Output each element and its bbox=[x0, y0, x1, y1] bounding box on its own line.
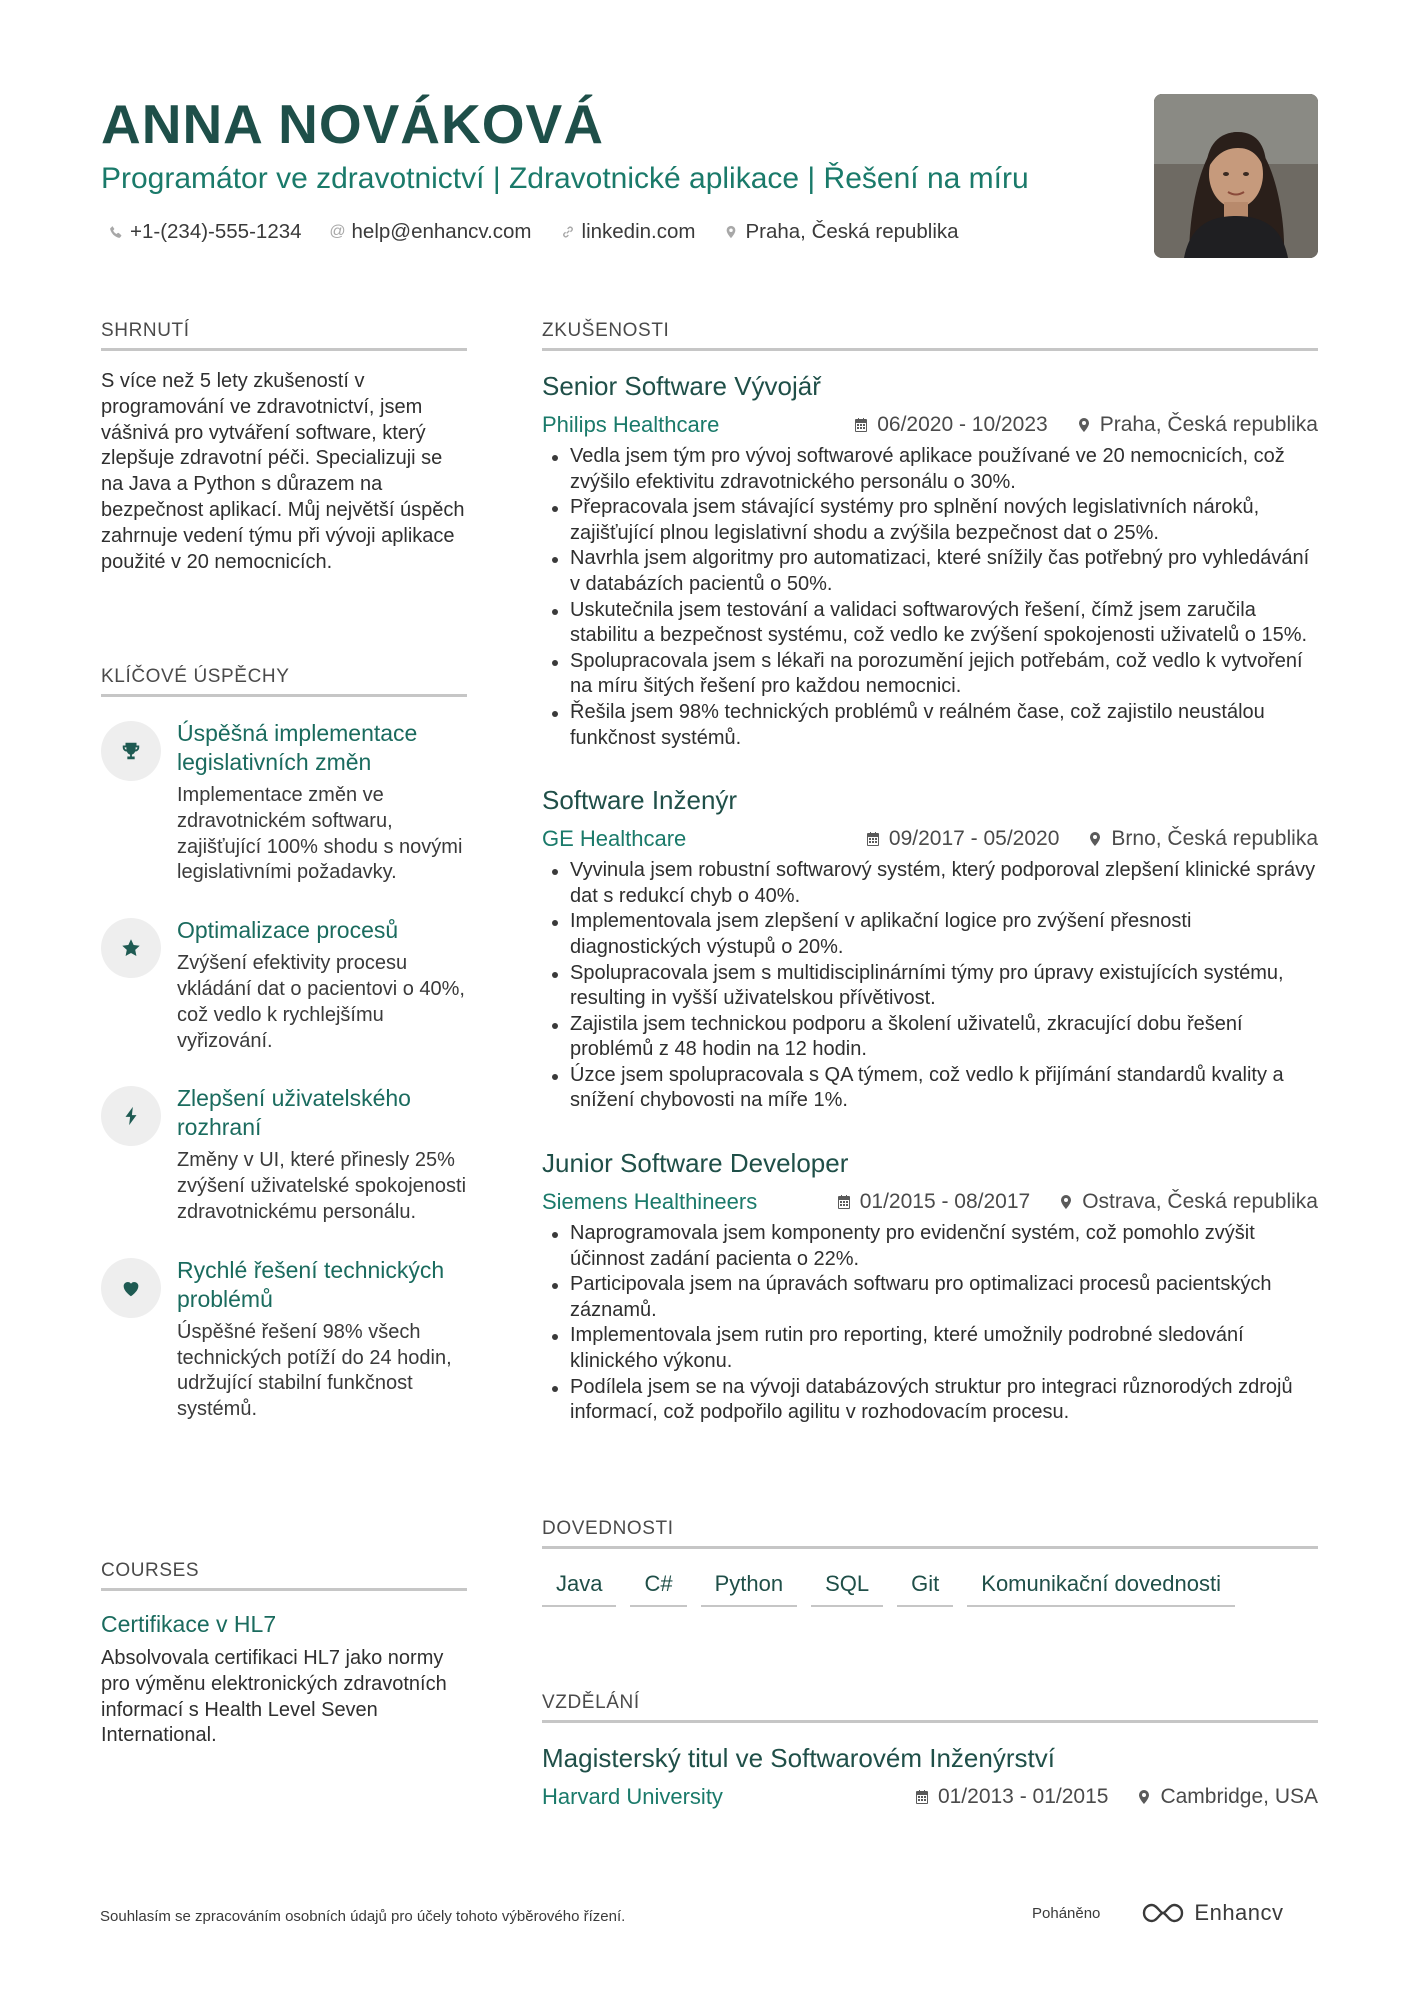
achievement-desc: Změny v UI, které přinesly 25% zvýšení uživatelské spokojenosti zdravotnickému personálu. bbox=[177, 1149, 467, 1223]
star-icon bbox=[101, 918, 161, 978]
bullet-item: Participovala jsem na úpravách softwaru pro optimalizaci procesů pacientských záznamů. bbox=[542, 1272, 1318, 1323]
skill-tag: Python bbox=[701, 1571, 798, 1607]
calendar-icon bbox=[914, 1789, 930, 1805]
achievement-desc: Úspěšné řešení 98% všech technických potíží do 24 hodin, udržující stabilní funkčnost systémů. bbox=[177, 1320, 452, 1421]
job-meta bbox=[542, 826, 1318, 852]
job-entry bbox=[542, 1148, 1318, 1426]
job-title: Senior Software Vývojář bbox=[542, 371, 821, 401]
link-icon bbox=[560, 225, 576, 239]
bullet-item: Implementovala jsem rutin pro reporting, které umožnily podrobné sledování klinického výkonu. bbox=[542, 1323, 1318, 1374]
achievement-title: Zlepšení uživatelského rozhraní bbox=[177, 1085, 411, 1141]
job-dates bbox=[853, 413, 1047, 437]
map-pin-icon bbox=[1087, 831, 1103, 847]
job-location bbox=[1058, 1190, 1318, 1214]
contact-linkedin[interactable] bbox=[560, 220, 696, 244]
bullet-item: Řešila jsem 98% technických problémů v reálném čase, což zajistilo neustálou funkčnost systémů. bbox=[542, 700, 1318, 751]
linkedin-text: linkedin.com bbox=[581, 220, 696, 243]
job-location-text: Praha, Česká republika bbox=[1099, 413, 1318, 436]
experience-section bbox=[542, 320, 1318, 1426]
contact-email[interactable] bbox=[330, 220, 532, 244]
achievements-title: KLÍČOVÉ ÚSPĚCHY bbox=[101, 666, 467, 697]
phone-icon bbox=[108, 225, 124, 239]
education-dates-text: 01/2013 - 01/2015 bbox=[937, 1785, 1109, 1808]
at-icon: @ bbox=[329, 223, 346, 240]
map-pin-icon bbox=[1136, 1789, 1152, 1805]
contact-phone[interactable] bbox=[108, 220, 302, 244]
candidate-headline: Programátor ve zdravotnictví | Zdravotnické aplikace | Řešení na míru bbox=[101, 162, 1029, 195]
bullet-item: Úzce jsem spolupracovala s QA týmem, což vedlo k přijímání standardů kvality a snížení chybovosti na míře 1%. bbox=[542, 1063, 1318, 1114]
skill-tag: C# bbox=[630, 1571, 686, 1607]
job-title: Junior Software Developer bbox=[542, 1148, 849, 1179]
company-name: GE Healthcare bbox=[542, 826, 687, 852]
bullet-item: Spolupracovala jsem s multidisciplinárními týmy pro úpravy existujících systému, resulting in vyšší uživatelskou přívětivost. bbox=[542, 961, 1318, 1012]
job-dates bbox=[836, 1190, 1030, 1214]
brand-name: Enhancv bbox=[1194, 1900, 1284, 1925]
experience-title: ZKUŠENOSTI bbox=[542, 320, 1318, 351]
education-location bbox=[1136, 1785, 1318, 1809]
job-title: Software Inženýr bbox=[542, 785, 738, 816]
job-location bbox=[1087, 827, 1318, 851]
contact-location bbox=[723, 220, 958, 244]
education-title: VZDĚLÁNÍ bbox=[542, 1692, 1318, 1723]
achievement-item bbox=[101, 1256, 467, 1423]
achievement-desc: Zvýšení efektivity procesu vkládání dat o pacientovi o 40%, což vedlo k rychlejšímu vyřizování. bbox=[177, 952, 465, 1052]
consent-text: Souhlasím se zpracováním osobních údajů pro účely tohoto výběrového řízení. bbox=[100, 1908, 626, 1925]
summary-section bbox=[101, 320, 467, 575]
job-bullets bbox=[542, 858, 1318, 1114]
job-location bbox=[1076, 413, 1318, 437]
map-pin-icon bbox=[1058, 1194, 1074, 1210]
profile-photo bbox=[1154, 94, 1318, 258]
course-title: Certifikace v HL7 bbox=[101, 1611, 277, 1637]
achievement-title: Rychlé řešení technických problémů bbox=[177, 1256, 445, 1312]
job-entry bbox=[542, 785, 1318, 1114]
company-name: Siemens Healthineers bbox=[542, 1189, 758, 1215]
bullet-item: Uskutečnila jsem testování a validaci softwarových řešení, čímž jsem zaručila stabilitu a bezpečnost systému, což vedlo ke zvýšení spokojenosti uživatelů o 15%. bbox=[542, 598, 1318, 649]
bullet-item: Naprogramovala jsem komponenty pro evidenční systém, což pomohlo zvýšit účinnost zadání pacienta o 22%. bbox=[542, 1221, 1318, 1272]
education-section bbox=[542, 1692, 1318, 1810]
achievement-item bbox=[101, 916, 467, 1054]
bullet-item: Přepracovala jsem stávající systémy pro splnění nových legislativních nároků, zajišťující plnou legislativní shodu a zvýšila bezpečnost dat o 25%. bbox=[542, 495, 1318, 546]
bullet-item: Implementovala jsem zlepšení v aplikační logice pro zvýšení přesnosti diagnostických výstupů o 20%. bbox=[542, 909, 1318, 960]
heart-icon bbox=[101, 1258, 161, 1318]
enhancv-logo[interactable] bbox=[1140, 1900, 1283, 1926]
school-name: Harvard University bbox=[542, 1784, 723, 1809]
enhancv-logo-icon bbox=[1140, 1901, 1186, 1925]
bullet-item: Podílela jsem se na vývoji databázových struktur pro integraci různorodých zdrojů informací, což podpořilo agilitu v rozhodovacím procesu. bbox=[542, 1375, 1318, 1426]
courses-section bbox=[101, 1560, 467, 1749]
lightning-icon bbox=[101, 1086, 161, 1146]
skill-tag: Git bbox=[897, 1571, 953, 1607]
summary-title: SHRNUTÍ bbox=[101, 320, 467, 351]
skills-list bbox=[542, 1571, 1318, 1607]
trophy-icon bbox=[101, 721, 161, 781]
job-meta bbox=[542, 412, 1318, 438]
bullet-item: Vedla jsem tým pro vývoj softwarové aplikace používané ve 20 nemocnicích, což zvýšilo efektivitu zdravotnického personálu o 30%. bbox=[542, 444, 1318, 495]
map-pin-icon bbox=[1076, 417, 1092, 433]
degree-title: Magisterský titul ve Softwarovém Inženýrství bbox=[542, 1743, 1055, 1773]
bullet-item: Zajistila jsem technickou podporu a školení uživatelů, zkracující dobu řešení problémů z 48 hodin na 12 hodin. bbox=[542, 1012, 1318, 1063]
education-meta bbox=[542, 1784, 1318, 1810]
job-dates-text: 09/2017 - 05/2020 bbox=[888, 827, 1060, 851]
calendar-icon bbox=[853, 417, 869, 433]
achievement-item bbox=[101, 1084, 467, 1225]
phone-text: +1-(234)-555-1234 bbox=[130, 220, 302, 243]
courses-title: COURSES bbox=[101, 1560, 467, 1591]
bullet-item: Spolupracovala jsem s lékaři na porozumění jejich potřebám, což vedlo k vytvoření na míru šitých řešení pro každou nemocnici. bbox=[542, 649, 1318, 700]
job-dates-text: 06/2020 - 10/2023 bbox=[877, 413, 1048, 436]
achievement-title: Úspěšná implementace legislativních změn bbox=[177, 720, 418, 775]
skill-tag: Komunikační dovednosti bbox=[967, 1571, 1235, 1607]
calendar-icon bbox=[836, 1194, 852, 1210]
footer-branding bbox=[1032, 1900, 1284, 1926]
summary-text: S více než 5 lety zkušeností v programování ve zdravotnictví, jsem vášnivá pro vytváření software, který zlepšuje zdravotní péči. Specializuji se na Java a Python s důrazem na bezpečnost aplikací. Můj největší úspěch zahrnuje vedení týmu při vývoji aplikace použité v 20 nemocnicích. bbox=[101, 370, 465, 573]
job-dates bbox=[865, 827, 1059, 851]
education-location-text: Cambridge, USA bbox=[1160, 1785, 1318, 1808]
job-bullets bbox=[542, 1221, 1318, 1426]
job-location-text: Ostrava, Česká republika bbox=[1082, 1190, 1318, 1214]
contact-bar bbox=[108, 220, 959, 244]
map-pin-icon bbox=[723, 225, 739, 239]
job-meta bbox=[542, 1189, 1318, 1215]
skill-tag: Java bbox=[542, 1571, 616, 1607]
job-dates-text: 01/2015 - 08/2017 bbox=[859, 1190, 1031, 1214]
course-desc: Absolvovala certifikaci HL7 jako normy pro výměnu elektronických zdravotních informací s Health Level Seven International. bbox=[101, 1647, 447, 1747]
achievement-title: Optimalizace procesů bbox=[177, 917, 399, 944]
job-entry bbox=[542, 371, 1318, 751]
skills-section bbox=[542, 1518, 1318, 1607]
location-text: Praha, Česká republika bbox=[745, 220, 959, 243]
job-bullets bbox=[542, 444, 1318, 751]
bullet-item: Vyvinula jsem robustní softwarový systém, který podporoval zlepšení klinické správy dat s redukcí chyb o 40%. bbox=[542, 858, 1318, 909]
achievements-section bbox=[101, 666, 467, 1423]
calendar-icon bbox=[865, 831, 881, 847]
achievement-desc: Implementace změn ve zdravotnickém softwaru, zajišťující 100% shodu s novými legislativními požadavky. bbox=[177, 784, 463, 884]
email-text: help@enhancv.com bbox=[351, 220, 532, 243]
company-name: Philips Healthcare bbox=[542, 412, 720, 437]
skills-title: DOVEDNOSTI bbox=[542, 1518, 1318, 1549]
education-dates bbox=[914, 1785, 1108, 1809]
bullet-item: Navrhla jsem algoritmy pro automatizaci, které snížily čas potřebný pro vyhledávání v databázích pacientů o 50%. bbox=[542, 546, 1318, 597]
job-location-text: Brno, Česká republika bbox=[1111, 827, 1318, 851]
powered-by-text: Poháněno bbox=[1032, 1904, 1101, 1922]
candidate-name: ANNA NOVÁKOVÁ bbox=[101, 93, 604, 155]
achievement-item bbox=[101, 719, 467, 886]
skill-tag: SQL bbox=[811, 1571, 883, 1607]
